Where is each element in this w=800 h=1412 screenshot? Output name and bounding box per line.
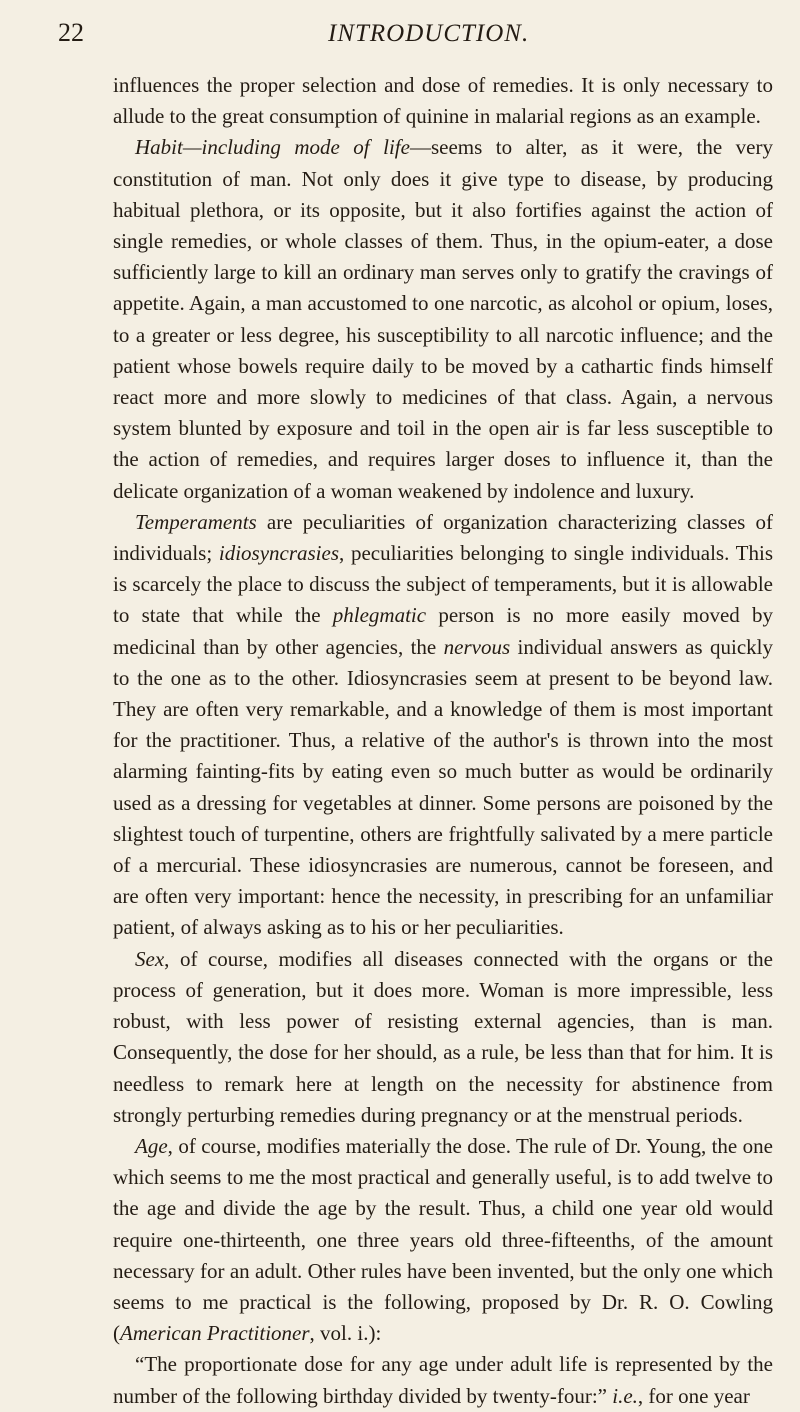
paragraph-text: individual answers as quickly to the one as to the other. Idiosyncrasies seem at present to be beyond law. They are often very remarkable, and a knowledge of them is most important for the practitioner. Thus, a relative of the author's is thrown into the most alarming fainting-fits by eating even so much butter as would be ordinarily used as a dressing for vegetables at dinner. Some persons are poisoned by the slightest touch of turpentine, others are frightfully salivated by a mere particle of a mercurial. These idiosyncrasies are numerous, cannot be foreseen, and are often very important: hence the necessity, in prescribing for an unfamiliar patient, of always asking as to his or her peculiarities. (113, 634, 773, 940)
paragraph-continuation (113, 70, 773, 132)
paragraph-habit (113, 132, 773, 506)
paragraph-text: are peculiarities of organization characterizing classes of individuals; (113, 509, 773, 566)
paragraph-text: —seems to alter, as it were, the very constitution of man. Not only does it give type to disease, by producing habitual plethora, or its opposite, but it also fortifies against the action of single remedies, or whole classes of them. Thus, in the opium-eater, a dose sufficiently large to kill an ordinary man serves only to gratify the cravings of appetite. Again, a man accustomed to one narcotic, as alcohol or opium, loses, to a greater or less degree, his susceptibility to all narcotic influence; and the patient whose bowels require daily to be moved by a cathartic finds himself react more and more slowly to medicines of that class. Again, a nervous system blunted by exposure and toil in the open air is far less susceptible to the action of remedies, and requires larger doses to influence it, than the delicate organization of a woman weakened by indolence and luxury. (113, 135, 773, 503)
paragraph-age (113, 1131, 773, 1349)
running-head: INTRODUCTION. (328, 20, 530, 47)
paragraph-text: , of course, modifies all diseases connected with the organs or the process of generation, but it does more. Woman is more impressible, less robust, with less power of resisting external agencies, than is man. Consequently, the dose for her should, as a rule, be less than that for him. It is needless to remark here at length on the necessity for abstinence from strongly perturbing remedies during pregnancy or at the menstrual periods. (113, 946, 773, 1127)
paragraph-quote (113, 1349, 773, 1411)
page-header (0, 18, 800, 58)
paragraph-text: , peculiarities belonging to single individuals. This is scarcely the place to discuss the subject of temperaments, but it is allowable to state that while the (113, 541, 773, 628)
paragraph-text: person is no more easily moved by medicinal than by other agencies, the (113, 603, 773, 659)
term-phlegmatic: phlegmatic (332, 603, 427, 628)
abbreviation-ie: i.e. (612, 1383, 638, 1408)
body-text (113, 70, 773, 1412)
paragraph-text: , for one year (637, 1383, 750, 1408)
page-number: 22 (58, 18, 84, 47)
term-nervous: nervous (443, 634, 511, 659)
paragraph-text: , vol. i.): (309, 1321, 382, 1346)
term-idiosyncrasies: idiosyncrasies (218, 541, 340, 566)
section-heading-sex: Sex (135, 946, 165, 971)
section-heading-age: Age (135, 1133, 168, 1158)
paragraph-text: influences the proper selection and dose of remedies. It is only necessary to allude to the great consumption of quinine in malarial regions as an example. (113, 73, 773, 129)
source-citation: American Practitioner (120, 1321, 310, 1346)
section-heading-temperaments: Temperaments (135, 509, 257, 534)
paragraph-sex (113, 944, 773, 1131)
quotation-text: “The proportionate dose for any age under adult life is represented by the number of the following birthday divided by twenty-four:” (113, 1352, 773, 1408)
paragraph-temperaments (113, 507, 773, 944)
section-heading-habit: Habit—including mode of life (135, 135, 410, 160)
paragraph-text: , of course, modifies materially the dose. The rule of Dr. Young, the one which seems to me the most practical and generally useful, is to add twelve to the age and divide the age by the result. Thus, a child one year old would require one-thirteenth, one three years old three-fifteenths, of the amount necessary for an adult. Other rules have been invented, but the only one which seems to me practical is the following, proposed by Dr. R. O. Cowling ( (113, 1133, 773, 1346)
